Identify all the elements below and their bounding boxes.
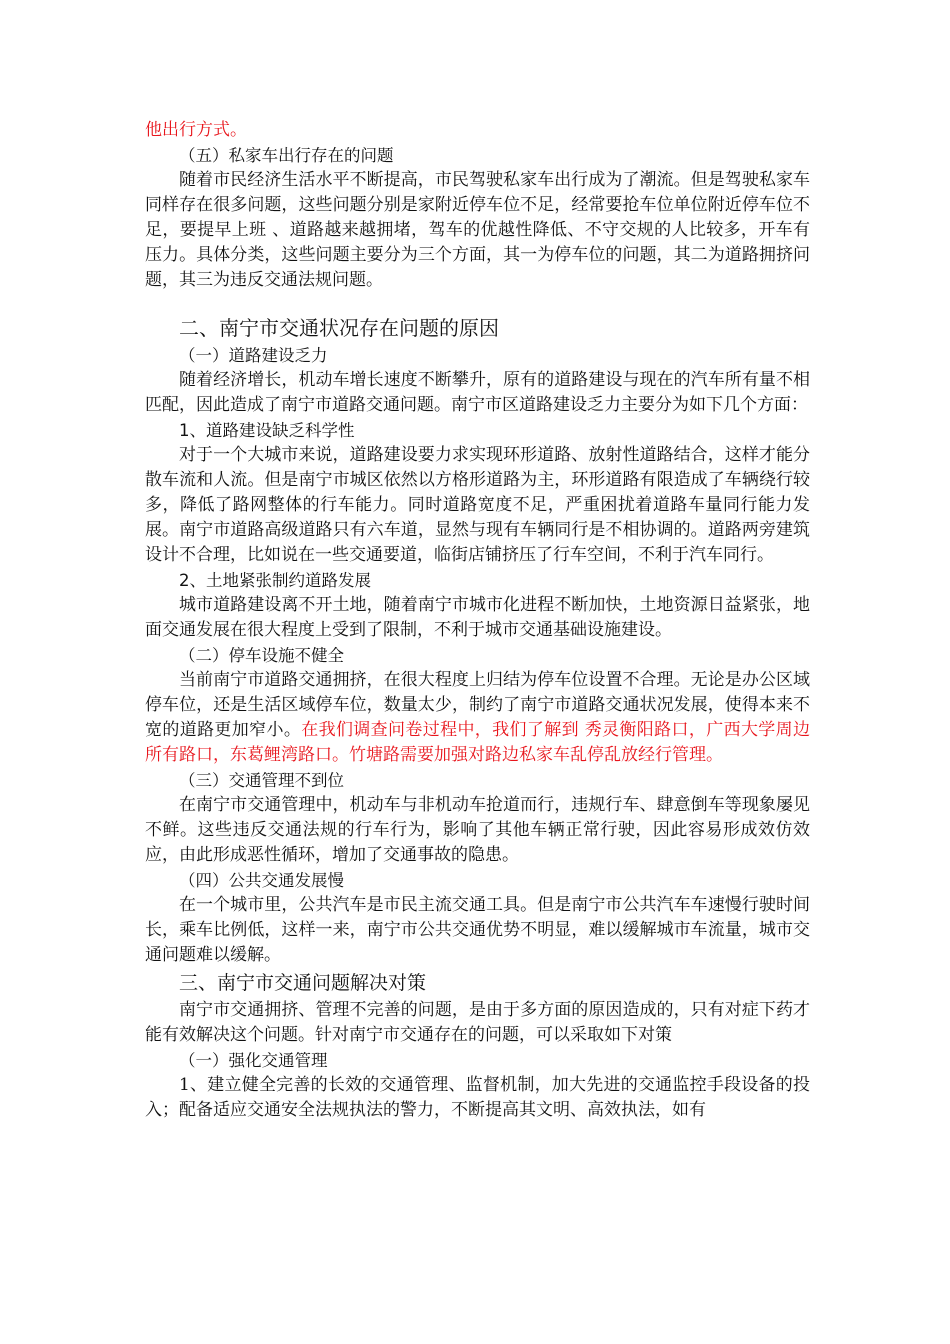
paragraph-solutions: 南宁市交通拥挤、管理不完善的问题，是由于多方面的原因造成的，只有对症下药才能有效解决这个问题。针对南宁市交通存在的问题，可以采取如下对策 [145,1000,810,1045]
parking-text: 当前南宁市道路交通拥挤，在很大程度上归结为停车位设置不合理。无论是办公区域停车位，还是生活区域停车位，数量太少，制约了南宁市道路交通状况发展，使得本来不宽的道路更加窄小。 [145,670,810,740]
document-page [145,118,810,1123]
paragraph-road-construction: 随着经济增长，机动车增长速度不断攀升，原有的道路建设与现在的汽车所有量不相匹配，因此造成了南宁市道路交通问题。南宁市区道路建设乏力主要分为如下几个方面： [145,370,810,415]
subheading-private-car: （五）私家车出行存在的问题 [179,146,394,165]
section-heading-solutions: 三、南宁市交通问题解决对策 [179,972,427,994]
paragraph-strengthen-management: 1、建立健全完善的长效的交通管理、监督机制，加大先进的交通监控手段设备的投入；配备适应交通安全法规执法的警力，不断提高其文明、高效执法，如有 [145,1075,810,1120]
subheading-parking: （二）停车设施不健全 [179,646,344,665]
parking-survey-text: 在我们调查问卷过程中，我们了解到 秀灵衡阳路口，广西大学周边所有路口，东葛鲤湾路口。竹塘路需要加强对路边私家车乱停乱放经行管理。 [145,720,811,765]
subheading-management: （三）交通管理不到位 [179,771,344,790]
paragraph-public-transport: 在一个城市里，公共汽车是市民主流交通工具。但是南宁市公共汽车车速慢行驶时间长，乘车比例低，这样一来，南宁市公共交通优势不明显，难以缓解城市车流量，城市交通问题难以缓解。 [145,895,810,965]
paragraph-private-car: 随着市民经济生活水平不断提高，市民驾驶私家车出行成为了潮流。但是驾驶私家车同样存在很多问题，这些问题分别是家附近停车位不足，经常要抢车位单位附近停车位不足，要提早上班 、道路越来越拥堵，驾车的优越性降低、不守交规的人比较多，开车有压力。具体分类，这些问题主要分为三个方面，其一为停车位的问题，其二为道路拥挤问题，其三为违反交通法规问题。 [145,170,810,290]
subheading-land: 2、土地紧张制约道路发展 [179,571,371,590]
subheading-strengthen-management: （一）强化交通管理 [179,1051,328,1070]
paragraph-land: 城市道路建设离不开土地，随着南宁市城市化进程不断加快，土地资源日益紧张，地面交通发展在很大程度上受到了限制，不利于城市交通基础设施建设。 [145,595,810,640]
subheading-scientific: 1、道路建设缺乏科学性 [179,421,355,440]
paragraph-management: 在南宁市交通管理中，机动车与非机动车抢道而行，违规行车、肆意倒车等现象屡见不鲜。这些违反交通法规的行车行为，影响了其他车辆正常行驶，因此容易形成效仿效应，由此形成恶性循环，增加了交通事故的隐患。 [145,795,810,865]
subheading-road-construction: （一）道路建设乏力 [179,346,328,365]
section-heading-causes: 二、南宁市交通状况存在问题的原因 [179,316,499,340]
paragraph-parking [145,668,810,768]
paragraph-scientific: 对于一个大城市来说，道路建设要力求实现环形道路、放射性道路结合，这样才能分散车流和人流。但是南宁市城区依然以方格形道路为主，环形道路有限造成了车辆绕行较多，降低了路网整体的行车能力。同时道路宽度不足，严重困扰着道路车量同行能力发展。南宁市道路高级道路只有六车道，显然与现有车辆同行是不相协调的。道路两旁建筑设计不合理，比如说在一些交通要道，临街店铺挤压了行车空间，不利于汽车同行。 [145,445,810,565]
subheading-public-transport: （四）公共交通发展慢 [179,871,344,890]
continued-text: 他出行方式。 [145,120,247,140]
